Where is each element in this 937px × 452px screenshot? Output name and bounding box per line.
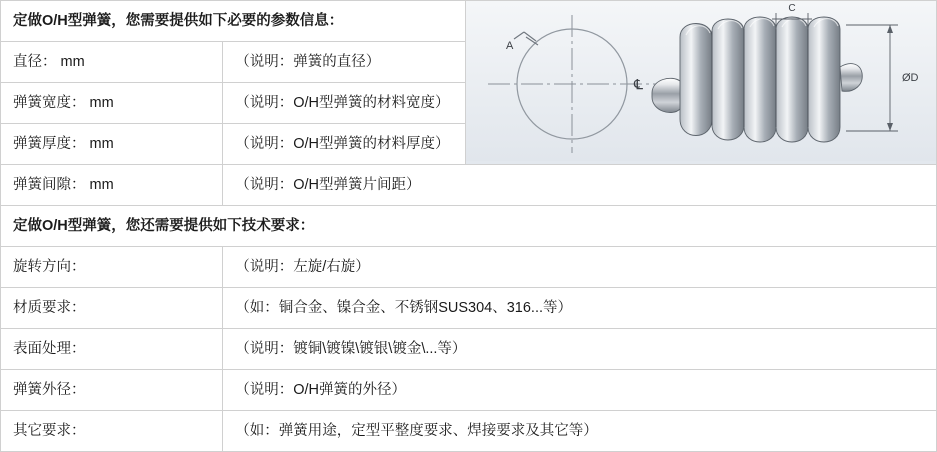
row-label-rotation-direction: 旋转方向： xyxy=(1,247,223,288)
spring-cross-section-and-coil-illustration xyxy=(466,1,936,161)
section1-title: 定做O/H型弹簧，您需要提供如下必要的参数信息： xyxy=(1,1,466,42)
diameter-dimension-label: ØD xyxy=(902,72,919,84)
row-desc-other-requirements: （如：弹簧用途，定型平整度要求、焊接要求及其它等） xyxy=(223,411,937,452)
row-label-surface-treatment: 表面处理： xyxy=(1,329,223,370)
row-desc-diameter: （说明：弹簧的直径） xyxy=(223,42,466,83)
table-row xyxy=(1,411,937,452)
row-desc-spring-thickness: （说明：O/H型弹簧的材料厚度） xyxy=(223,124,466,165)
spring-illustration xyxy=(466,1,936,164)
diagram-cell xyxy=(466,1,937,165)
table-row xyxy=(1,165,937,206)
centerline-label: ℄ xyxy=(634,78,644,93)
table-row xyxy=(1,247,937,288)
table-row xyxy=(1,329,937,370)
row-desc-spring-gap: （说明：O/H型弹簧片间距） xyxy=(223,165,937,206)
table-row xyxy=(1,370,937,411)
section-arrow-label: A xyxy=(506,40,514,52)
row-desc-rotation-direction: （说明：左旋/右旋） xyxy=(223,247,937,288)
row-desc-spring-width: （说明：O/H型弹簧的材料宽度） xyxy=(223,83,466,124)
row-label-outer-diameter: 弹簧外径： xyxy=(1,370,223,411)
row-label-other-requirements: 其它要求： xyxy=(1,411,223,452)
row-label-spring-gap: 弹簧间隙： mm xyxy=(1,165,223,206)
row-desc-surface-treatment: （说明：镀铜\镀镍\镀银\镀金\...等） xyxy=(223,329,937,370)
section2-title: 定做O/H型弹簧，您还需要提供如下技术要求： xyxy=(1,206,937,247)
row-label-spring-thickness: 弹簧厚度： mm xyxy=(1,124,223,165)
table-row xyxy=(1,1,937,42)
row-label-diameter: 直径： mm xyxy=(1,42,223,83)
row-label-spring-width: 弹簧宽度： mm xyxy=(1,83,223,124)
row-desc-outer-diameter: （说明：O/H弹簧的外径） xyxy=(223,370,937,411)
row-desc-material: （如：铜合金、镍合金、不锈钢SUS304、316...等） xyxy=(223,288,937,329)
pitch-dimension-label: C xyxy=(788,3,797,14)
table-row xyxy=(1,206,937,247)
table-row xyxy=(1,288,937,329)
row-label-material: 材质要求： xyxy=(1,288,223,329)
